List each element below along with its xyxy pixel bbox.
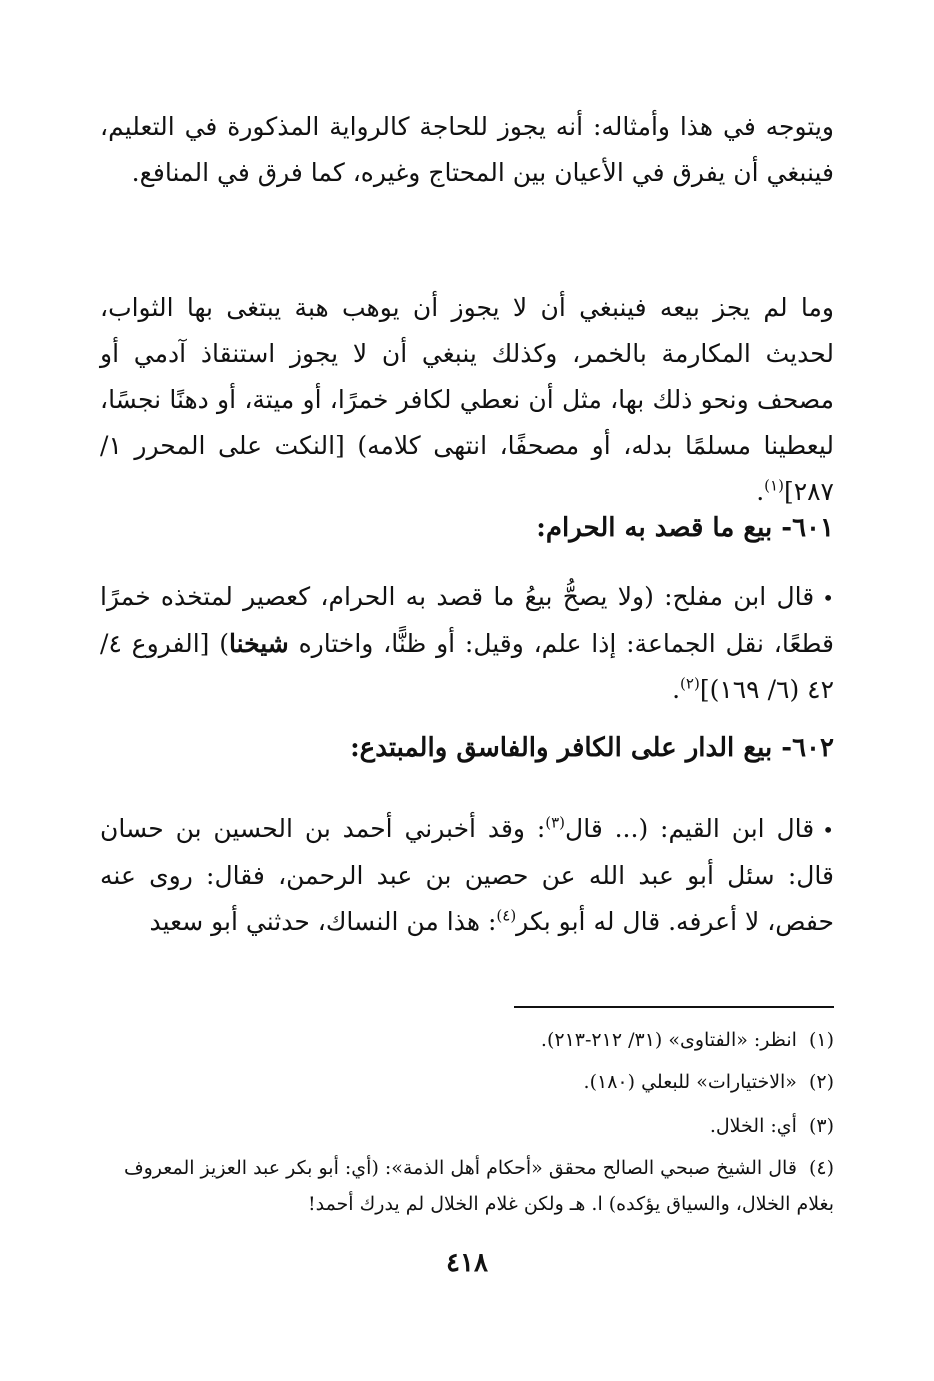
section-601-heading: ٦٠١- بيع ما قصد به الحرام: — [536, 513, 834, 543]
paragraph-1-text: ويتوجه في هذا وأمثاله: أنه يجوز للحاجة كالرواية المذكورة في التعليم، فينبغي أن يفرق في الأعيان بين المحتاج وغيره، كما فرق في المنافع. — [100, 112, 834, 187]
section-602-paragraph — [100, 806, 834, 945]
bullet-icon: • — [822, 586, 834, 610]
section-602-text-b: : وقد أخبرني أحمد بن الحسين بن حسان قال: سئل أبو عبد الله عن حصين بن عبد الرحمن، فقال: روى عنه حفص، لا أعرفه. قال له أبو بكر — [100, 814, 834, 936]
footnote-separator — [514, 1006, 834, 1008]
section-601-end: . — [672, 675, 681, 704]
section-601-bold-term: شيخنا — [228, 629, 289, 658]
footnote-number: (٣) — [808, 1115, 834, 1137]
footnote-text: أي: الخلال. — [709, 1115, 797, 1137]
footnote-1 — [100, 1022, 834, 1058]
page-number: ٤١٨ — [446, 1248, 488, 1278]
footnote-text: «الاختيارات» للبعلي (١٨٠). — [583, 1071, 797, 1093]
section-601-text-b: ) [الفروع ٤/ ٤٢ (٦/ ١٦٩)] — [100, 629, 834, 704]
section-602-text-a: قال ابن القيم: (... قال — [565, 814, 815, 843]
footnote-ref-2[interactable]: (٢) — [680, 674, 700, 693]
footnote-4 — [100, 1150, 834, 1222]
section-601-paragraph — [100, 574, 834, 713]
footnote-number: (٢) — [808, 1071, 834, 1093]
footnote-ref-4[interactable]: (٤) — [496, 906, 517, 925]
section-602-text-c: : هذا من النساك، حدثني أبو سعيد — [149, 907, 497, 936]
section-602-heading: ٦٠٢- بيع الدار على الكافر والفاسق والمبتدع: — [350, 733, 834, 763]
footnote-number: (٤) — [808, 1157, 834, 1179]
footnote-ref-1[interactable]: (١) — [764, 476, 784, 495]
footnote-number: (١) — [808, 1029, 834, 1051]
section-601-text-a: قال ابن مفلح: (ولا يصحُّ بيعُ ما قصد به الحرام، كعصير لمتخذه خمرًا قطعًا، نقل الجماعة: إذا علم، وقيل: أو ظنًّا، واختاره — [100, 582, 834, 658]
footnote-text: انظر: «الفتاوى» (٣١/ ٢١٢-٢١٣). — [540, 1029, 797, 1051]
footnote-ref-3[interactable]: (٣) — [545, 813, 566, 832]
bullet-icon: • — [822, 818, 834, 842]
paragraph-2-end: . — [756, 477, 765, 506]
footnote-2 — [100, 1064, 834, 1100]
footnote-3 — [100, 1108, 834, 1144]
paragraph-2-text: وما لم يجز بيعه فينبغي أن لا يجوز أن يوهب هبة يبتغى بها الثواب، لحديث المكارمة بالخمر، وكذلك ينبغي أن لا يجوز استنقاذ آدمي أو مصحف ونحو ذلك بها، مثل أن نعطي لكافر خمرًا، أو ميتة، أو دهنًا نجسًا، ليعطينا مسلمًا بدله، أو مصحفًا، انتهى كلامه) [النكت على المحرر ١/ ٢٨٧] — [100, 293, 834, 506]
paragraph-2 — [100, 285, 834, 515]
footnote-text: قال الشيخ صبحي الصالح محقق «أحكام أهل الذمة»: (أي: أبو بكر عبد العزيز المعروف بغلام الخلال، والسياق يؤكده) ا. هـ ولكن غلام الخلال لم يدرك أحمد! — [123, 1157, 834, 1215]
paragraph-1 — [100, 104, 834, 196]
